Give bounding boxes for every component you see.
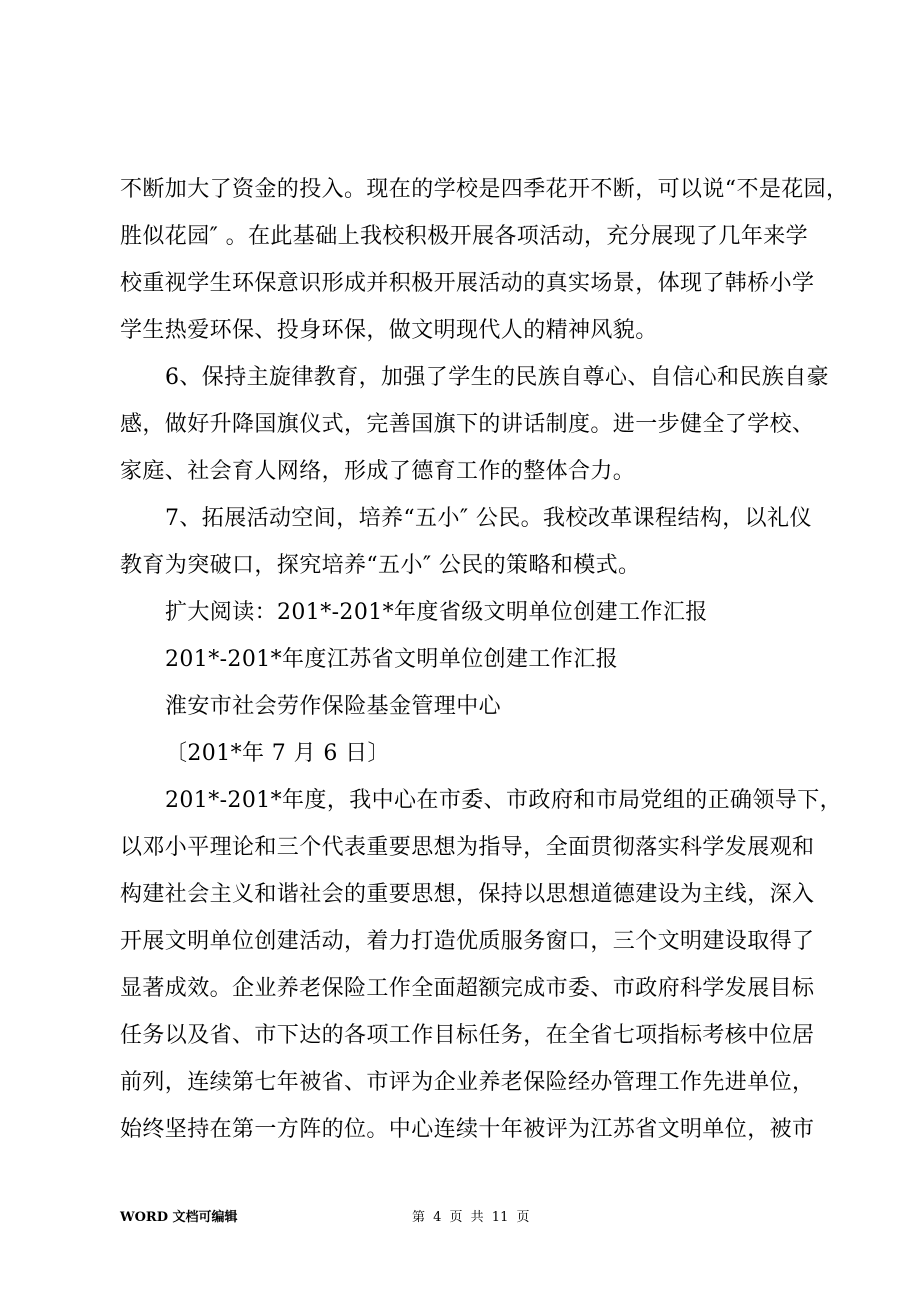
report-date: 〔201*年 7 月 6 日〕 <box>165 741 390 766</box>
body-line: 以邓小平理论和三个代表重要思想为指导，全面贯彻落实科学发展观和 <box>120 835 815 860</box>
body-line: 开展文明单位创建活动，着力打造优质服务窗口，三个文明建设取得了 <box>120 929 815 954</box>
body-line: 6、保持主旋律教育，加强了学生的民族自尊心、自信心和民族自豪 <box>165 365 829 390</box>
body-line: 201*-201*年度，我中心在市委、市政府和市局党组的正确领导下， <box>165 788 843 813</box>
body-line: 感，做好升降国旗仪式，完善国旗下的讲话制度。进一步健全了学校、 <box>120 412 815 437</box>
body-line: 家庭、社会育人网络，形成了德育工作的整体合力。 <box>120 459 636 484</box>
body-line: 前列，连续第七年被省、市评为企业养老保险经办管理工作先进单位， <box>120 1070 815 1095</box>
body-line: 校重视学生环保意识形成并积极开展活动的真实场景，体现了韩桥小学 <box>120 271 815 296</box>
body-line: 始终坚持在第一方阵的位。中心连续十年被评为江苏省文明单位，被市 <box>120 1117 815 1142</box>
body-line: 7、拓展活动空间，培养“五小″ 公民。我校改革课程结构，以礼仪 <box>165 506 812 531</box>
footer-editable-note: WORD 文档可编辑 <box>120 1210 238 1225</box>
footer-page-number: 第 4 页 共 11 页 <box>412 1210 530 1225</box>
document-body <box>120 166 849 1153</box>
organization-name: 淮安市社会劳作保险基金管理中心 <box>165 694 502 719</box>
body-line: 不断加大了资金的投入。现在的学校是四季花开不断，可以说“不是花园， <box>120 177 849 202</box>
body-line: 胜似花园″ 。在此基础上我校积极开展各项活动，充分展现了几年来学 <box>120 224 809 249</box>
body-line: 构建社会主义和谐社会的重要思想，保持以思想道德建设为主线，深入 <box>120 882 815 907</box>
body-line: 任务以及省、市下达的各项工作目标任务，在全省七项指标考核中位居 <box>120 1023 815 1048</box>
body-line: 教育为突破口，探究培养“五小″ 公民的策略和模式。 <box>120 553 641 578</box>
report-title: 201*-201*年度江苏省文明单位创建工作汇报 <box>165 647 619 672</box>
further-reading-line: 扩大阅读：201*-201*年度省级文明单位创建工作汇报 <box>165 600 708 625</box>
body-line: 学生热爱环保、投身环保，做文明现代人的精神风貌。 <box>120 318 658 343</box>
body-line: 显著成效。企业养老保险工作全面超额完成市委、市政府科学发展目标 <box>120 976 815 1001</box>
